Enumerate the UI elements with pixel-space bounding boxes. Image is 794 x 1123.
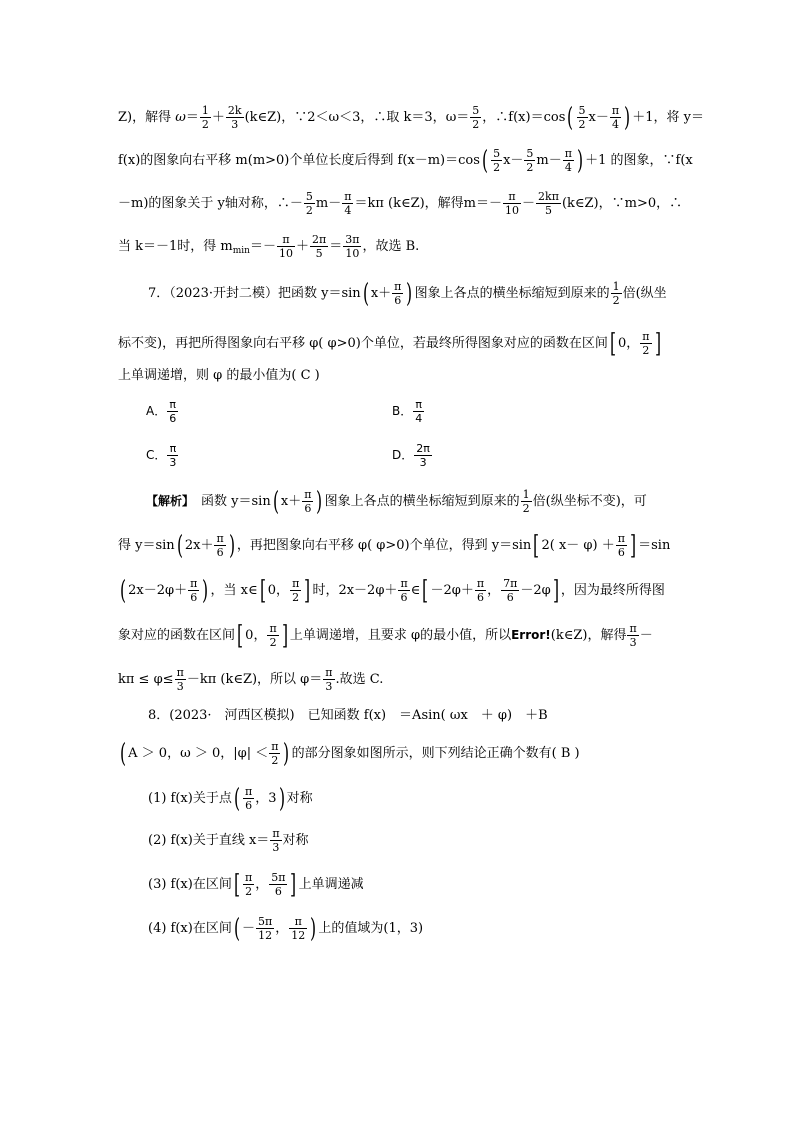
answer7-line1: 【解析】 函数 y＝sin( x＋ $\frac{\pi}{6}$ ) 图象上各点的横坐标缩短到原来的 $\frac{1}{2}$ 倍(纵坐标不变)，可 — [146, 486, 647, 517]
statement-4: (4) f(x)在区间( － $\frac{5\pi}{12}$ ， $\frac{\pi}{12}$ ) 上的值域为(1，3) — [148, 913, 424, 944]
solution6-line4: 当 k＝－1时，得 $m_{min}=-$ $\frac{\pi}{10}$ ＋ $\frac{2\pi}{5}$ ＝ $\frac{3\pi}{10}$ ，故选 B. — [118, 233, 420, 260]
question8-line1: 8．(2023· 河西区模拟) 已知函数 f(x) ＝Asin( ωx ＋ φ) ＋B — [148, 708, 548, 723]
statement-2: (2) f(x)关于直线 x＝ $\frac{\pi}{3}$ 对称 — [148, 827, 309, 854]
question7-line1: 7．（2023·开封二模）把函数 y＝sin( x＋ $\frac{\pi}{6}$ ) 图象上各点的横坐标缩短到原来的 $\frac{1}{2}$ 倍(纵坐 — [148, 278, 667, 309]
option-d: D． $\frac{2\pi}{3}$ — [392, 442, 430, 469]
answer7-line3: ( 2x－2φ＋ $\frac{\pi}{6}$ ) ，当 x∈[ 0， $\frac{\pi}{2}$ ] 时，2x－2φ＋ $\frac{\pi}{6}$ ∈[ －2φ＋ $\frac{\pi}{6}$ ， $\frac{7\pi}{6}$ －2φ] ，因为最终所得图 — [120, 575, 665, 606]
analysis-tag: 【解析】 — [146, 494, 189, 508]
statement-1: (1) f(x)关于点( $\frac{\pi}{6}$ ，3) 对称 — [148, 783, 313, 814]
statement-3: (3) f(x)在区间[ $\frac{\pi}{2}$ ， $\frac{5\pi}{6}$ ] 上单调递减 — [148, 869, 364, 900]
answer7-line5: kπ ≤ φ≤ $\frac{\pi}{3}$ －kπ (k∈Z)，所以 φ＝ $\frac{\pi}{3}$ .故选 C. — [118, 666, 384, 693]
answer7-line2: 得 y＝sin( 2x＋ $\frac{\pi}{6}$ ) ，再把图象向右平移 φ( φ>0)个单位，得到 y＝sin[ 2( x－ φ) ＋ $\frac{\pi}{6}$ ] ＝sin — [118, 530, 671, 561]
question7-line3: 上单调递增，则 φ 的最小值为( C ) — [118, 368, 320, 383]
option-a: A． $\frac{\pi}{6}$ — [146, 398, 177, 425]
question8-line2: ( A ＞ 0，ω ＞ 0，|φ| ＜ $\frac{\pi}{2}$ ) 的部分图象如图所示，则下列结论正确个数有( B ) — [120, 738, 580, 769]
answer7-line4: 象对应的函数在区间[ 0， $\frac{\pi}{2}$ ] 上单调递增，且要求 φ的最小值，所以Error!(k∈Z)，解得 $\frac{\pi}{3}$ － — [118, 620, 653, 651]
error-field: Error! — [511, 628, 551, 642]
option-c: C． $\frac{\pi}{3}$ — [146, 442, 177, 469]
option-b: B． $\frac{\pi}{4}$ — [392, 398, 423, 425]
solution6-line2: f(x)的图象向右平移 m(m>0)个单位长度后得到 f(x－m)＝cos( $\frac{5}{2}$ x－ $\frac{5}{2}$ m－ $\frac{\pi}{4}$ ) ＋1 的图象，∵f(x — [118, 145, 693, 176]
solution6-line1: Z)，解得 ω＝ $\frac{1}{2}$ ＋ $\frac{2k}{3}$ (k∈Z)，∵2＜ω＜3，∴取 k＝3，ω＝ $\frac{5}{2}$ ，∴f(x)＝cos( $\frac{5}{2}$ x－ $\frac{\pi}{4}$ ) ＋1，将 y＝ — [118, 102, 705, 133]
question7-line2: 标不变)，再把所得图象向右平移 φ( φ>0)个单位，若最终所得图象对应的函数在区间[ 0， $\frac{\pi}{2}$ ] — [118, 328, 661, 359]
solution6-line3: －m)的图象关于 y轴对称，∴－ $\frac{5}{2}$ m－ $\frac{\pi}{4}$ ＝kπ (k∈Z)，解得m＝－ $\frac{\pi}{10}$ － $\frac{2k\pi}{5}$ (k∈Z)，∵m>0，∴ — [118, 190, 683, 217]
